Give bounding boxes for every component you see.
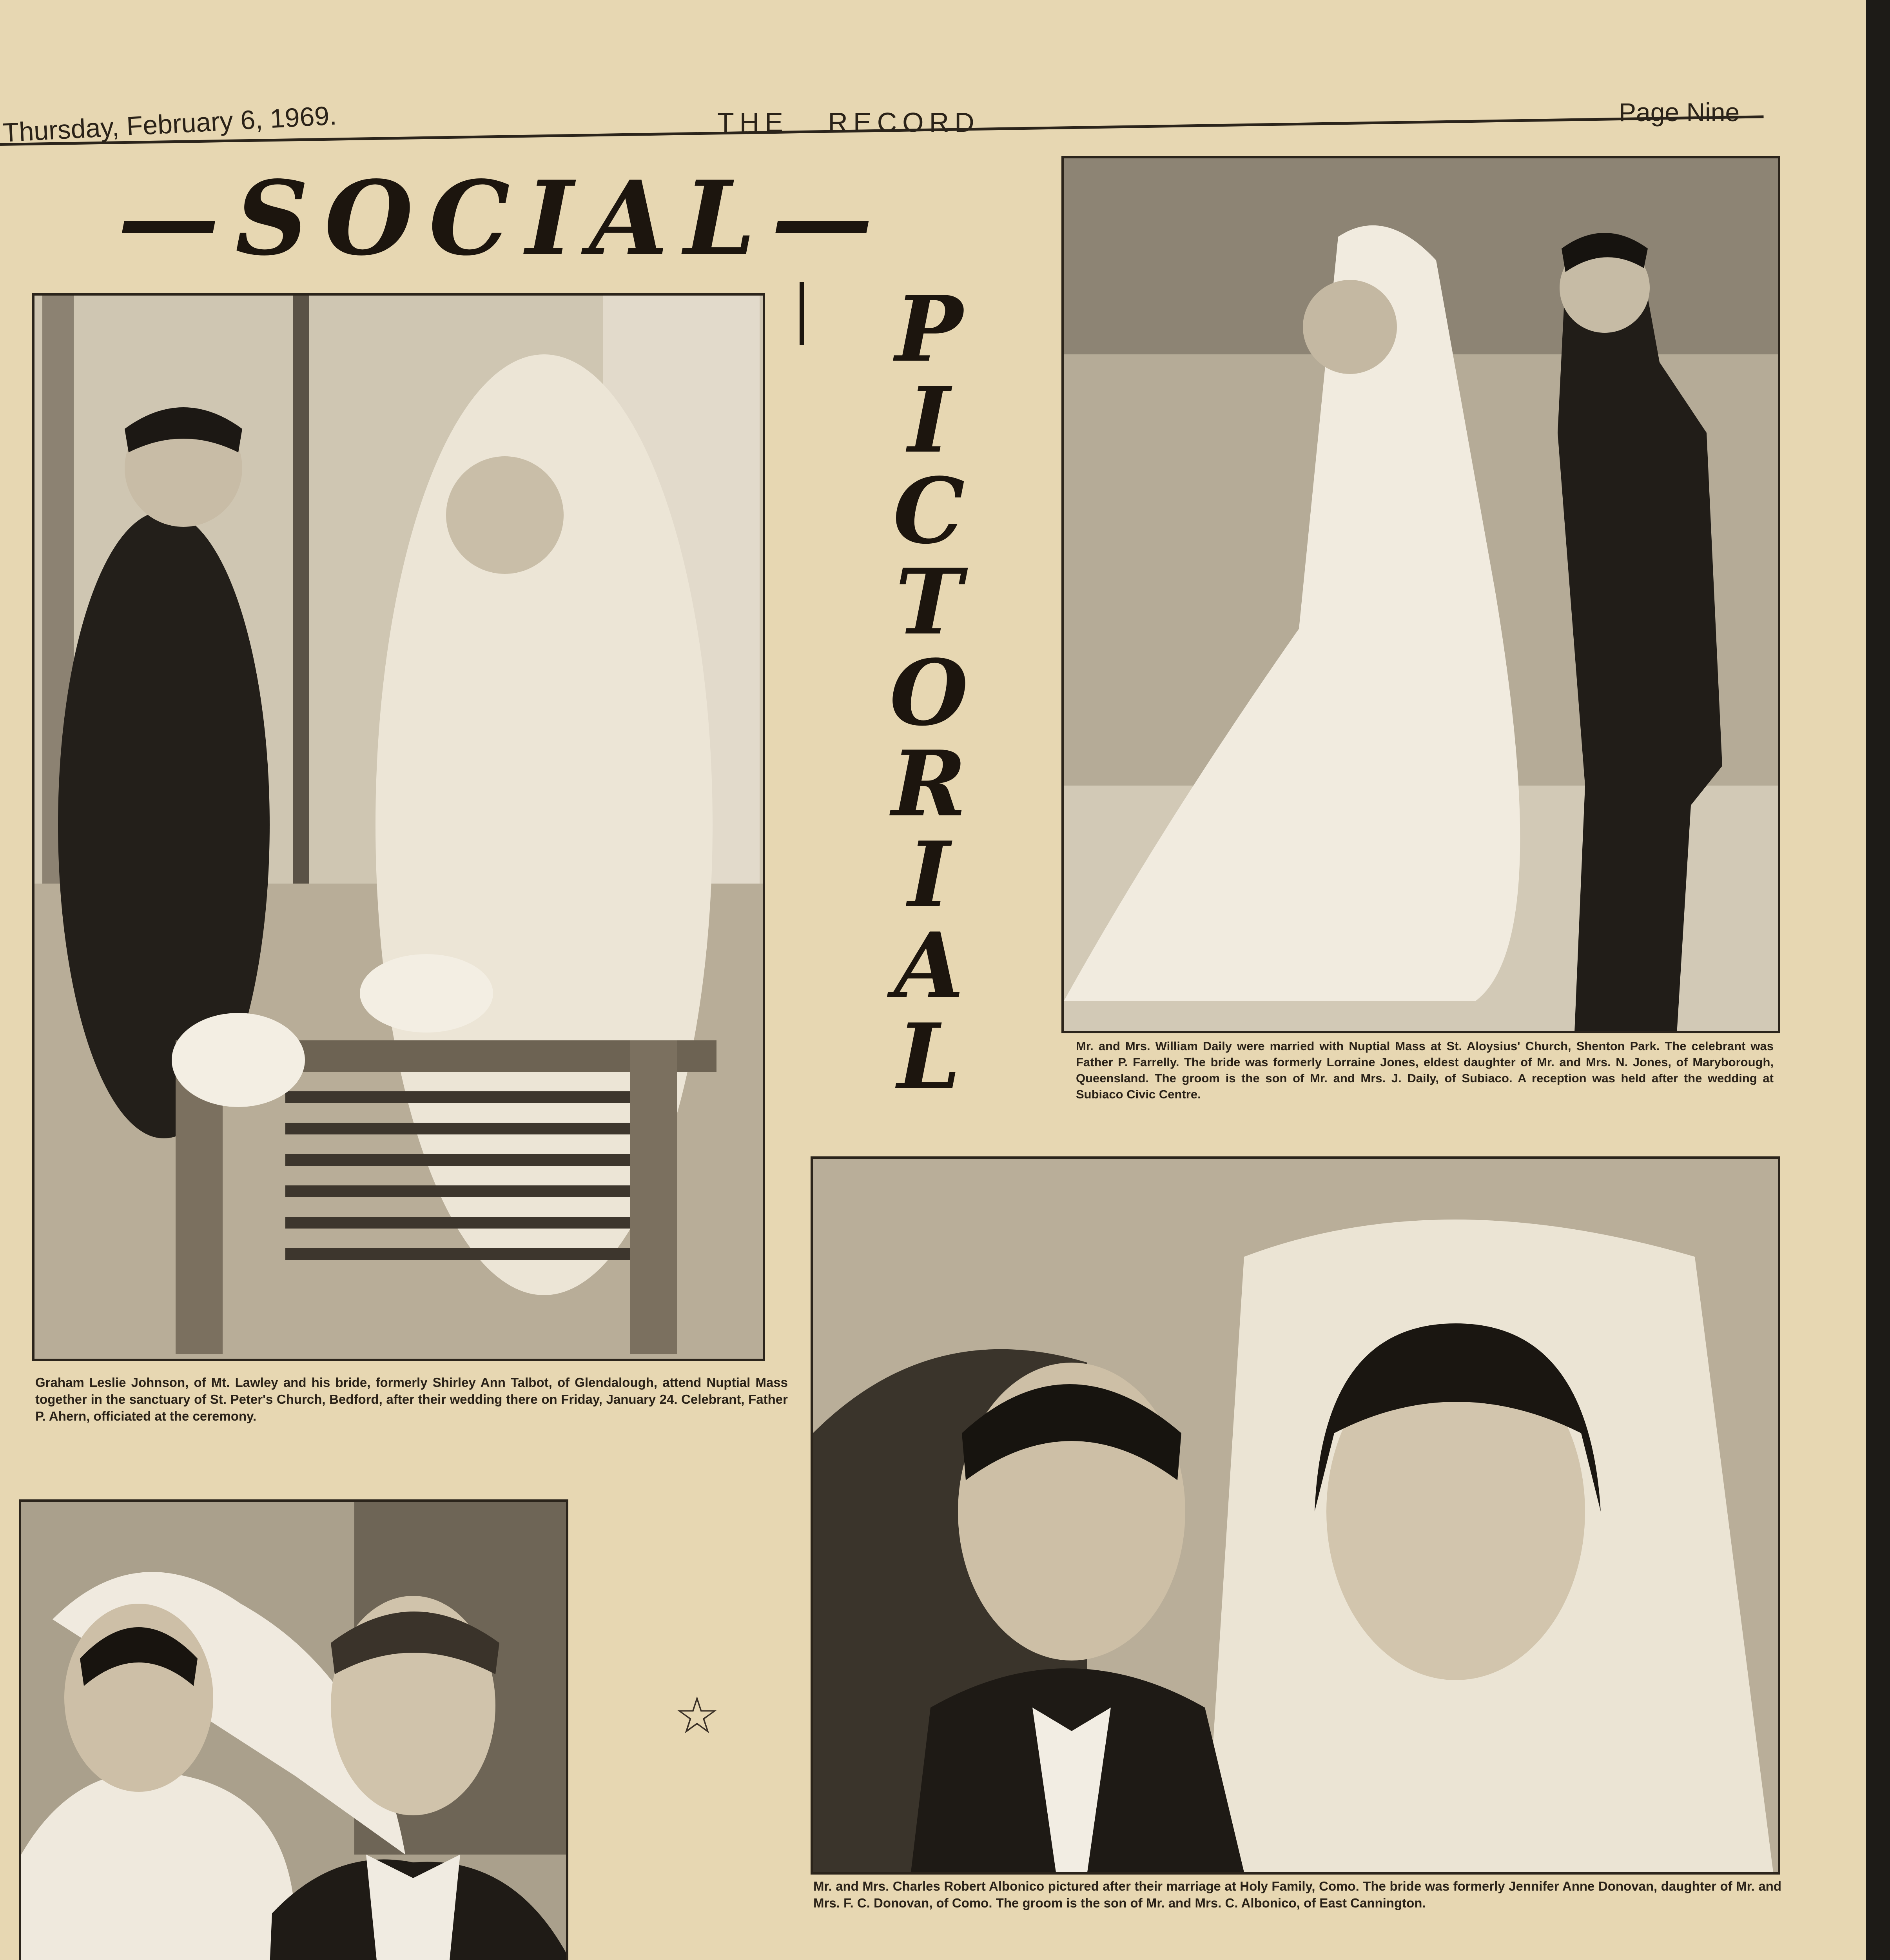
pictorial-letter: T — [895, 549, 963, 655]
pictorial-letter: I — [908, 367, 950, 473]
section-title-social: —SOCIAL— — [118, 159, 889, 278]
photo-daily-wedding — [1061, 156, 1780, 1033]
issue-date: Thursday, February 6, 1969. — [2, 100, 337, 148]
pictorial-letter: P — [895, 276, 963, 382]
section-title-pictorial — [882, 276, 976, 1119]
page-number: Page Nine — [1619, 98, 1740, 127]
masthead: THE RECORD — [717, 107, 980, 138]
page-edge — [1866, 0, 1890, 1960]
pictorial-letter: O — [889, 640, 969, 746]
star-outline-icon: ☆ — [674, 1687, 720, 1744]
photo-johnson-wedding — [32, 293, 765, 1361]
photo-albonico-wedding — [811, 1156, 1780, 1875]
caption-johnson: Graham Leslie Johnson, of Mt. Lawley and his bride, formerly Shirley Ann Talbot, of Glendalough, attend Nuptial Mass together in the sanctuary of St. Peter's Church, Bedford, after their wedding there on Friday, January 24. Celebrant, Father P. Ahern, officiated at the ceremony. — [35, 1375, 788, 1423]
caption-albonico: Mr. and Mrs. Charles Robert Albonico pictured after their marriage at Holy Family, Como. The bride was formerly Jennifer Anne Donovan, daughter of Mr. and Mrs. F. C. Donovan, of Como. The groom is the son of Mr. and Mrs. C. Albonico, of East Cannington. — [813, 1879, 1781, 1910]
pictorial-letter: C — [893, 458, 965, 564]
pictorial-letter: R — [891, 731, 967, 837]
pictorial-letter: A — [894, 913, 964, 1019]
pictorial-letter: I — [908, 822, 950, 928]
title-rule — [800, 282, 804, 345]
photo-mulcahy-wedding — [19, 1499, 568, 1960]
caption-daily: Mr. and Mrs. William Daily were married with Nuptial Mass at St. Aloysius' Church, Shenton Park. The celebrant was Father P. Farrelly. The bride was formerly Lorraine Jones, eldest daughter of Mr. and Mrs. N. Jones, of Maryborough, Queensland. The groom is the son of Mr. and Mrs. J. Daily, of Subiaco. A reception was held after the wedding at Subiaco Civic Centre. — [1076, 1039, 1774, 1101]
pictorial-letter: L — [897, 1004, 961, 1110]
